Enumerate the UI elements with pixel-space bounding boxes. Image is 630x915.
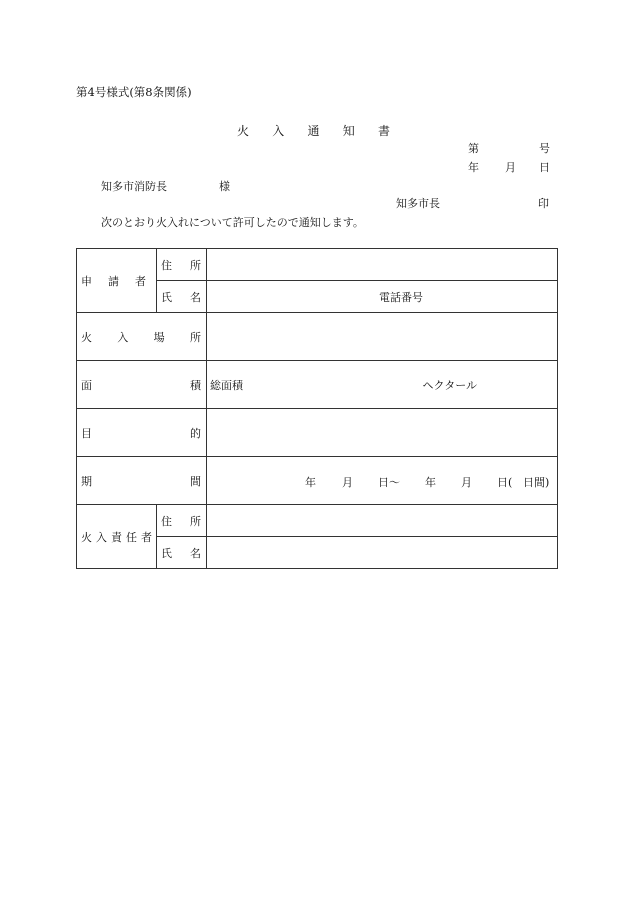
area-label: 面 積 xyxy=(81,378,201,392)
period-start-month: 月 xyxy=(342,475,353,489)
responsible-address-field[interactable] xyxy=(207,505,558,537)
responsible-name-label-cell xyxy=(157,537,207,569)
date-month-label: 月 xyxy=(505,161,516,174)
applicant-name-label-cell xyxy=(157,281,207,313)
responsible-name-label: 氏 名 xyxy=(161,546,201,560)
period-end-day: 日( xyxy=(497,475,513,489)
purpose-field[interactable] xyxy=(207,409,558,457)
period-end-year: 年 xyxy=(425,475,436,489)
doc-number-suffix: 号 xyxy=(539,142,550,155)
period-label: 期 間 xyxy=(81,474,201,488)
issuer: 知多市長 xyxy=(396,197,440,210)
responsible-name-field[interactable] xyxy=(207,537,558,569)
doc-number-prefix: 第 xyxy=(468,142,479,155)
intro-text: 次のとおり火入れについて許可したので通知します。 xyxy=(101,216,364,229)
applicant-label-cell xyxy=(77,249,157,313)
period-label-cell xyxy=(77,457,207,505)
period-start-year: 年 xyxy=(305,475,316,489)
responsible-label: 火 入 責 任 者 xyxy=(81,530,152,544)
responsible-label-cell xyxy=(77,505,157,569)
addressee-honorific: 様 xyxy=(219,180,230,193)
period-start-day: 日～ xyxy=(378,475,400,489)
addressee: 知多市消防長 xyxy=(101,180,167,193)
applicant-address-label-cell xyxy=(157,249,207,281)
fire-place-field[interactable] xyxy=(207,313,558,361)
period-date-range xyxy=(207,474,557,488)
applicant-name-label: 氏 名 xyxy=(161,290,201,304)
form-number: 第4号様式(第8条関係) xyxy=(76,85,192,99)
period-end-month: 月 xyxy=(461,475,472,489)
period-field[interactable] xyxy=(207,457,558,505)
purpose-label: 目 的 xyxy=(81,426,201,440)
fire-place-label: 火 入 場 所 xyxy=(81,330,201,344)
applicant-name-field[interactable] xyxy=(207,281,558,313)
applicant-address-label: 住 所 xyxy=(161,258,201,272)
hectare-label: ヘクタール xyxy=(422,378,478,392)
seal-mark: 印 xyxy=(538,197,549,210)
period-days-count: 日間) xyxy=(523,475,550,489)
area-label-cell xyxy=(77,361,207,409)
applicant-address-field[interactable] xyxy=(207,249,558,281)
phone-label: 電話番号 xyxy=(379,290,423,304)
date-day-label: 日 xyxy=(539,161,550,174)
fire-place-label-cell xyxy=(77,313,207,361)
purpose-label-cell xyxy=(77,409,207,457)
area-field[interactable] xyxy=(207,361,558,409)
permit-form-table xyxy=(76,248,558,569)
responsible-address-label: 住 所 xyxy=(161,514,201,528)
applicant-label: 申 請 者 xyxy=(81,274,146,288)
date-year-label: 年 xyxy=(468,161,479,174)
document-title: 火 入 通 知 書 xyxy=(237,124,390,138)
total-area-label: 総面積 xyxy=(210,378,243,392)
responsible-address-label-cell xyxy=(157,505,207,537)
